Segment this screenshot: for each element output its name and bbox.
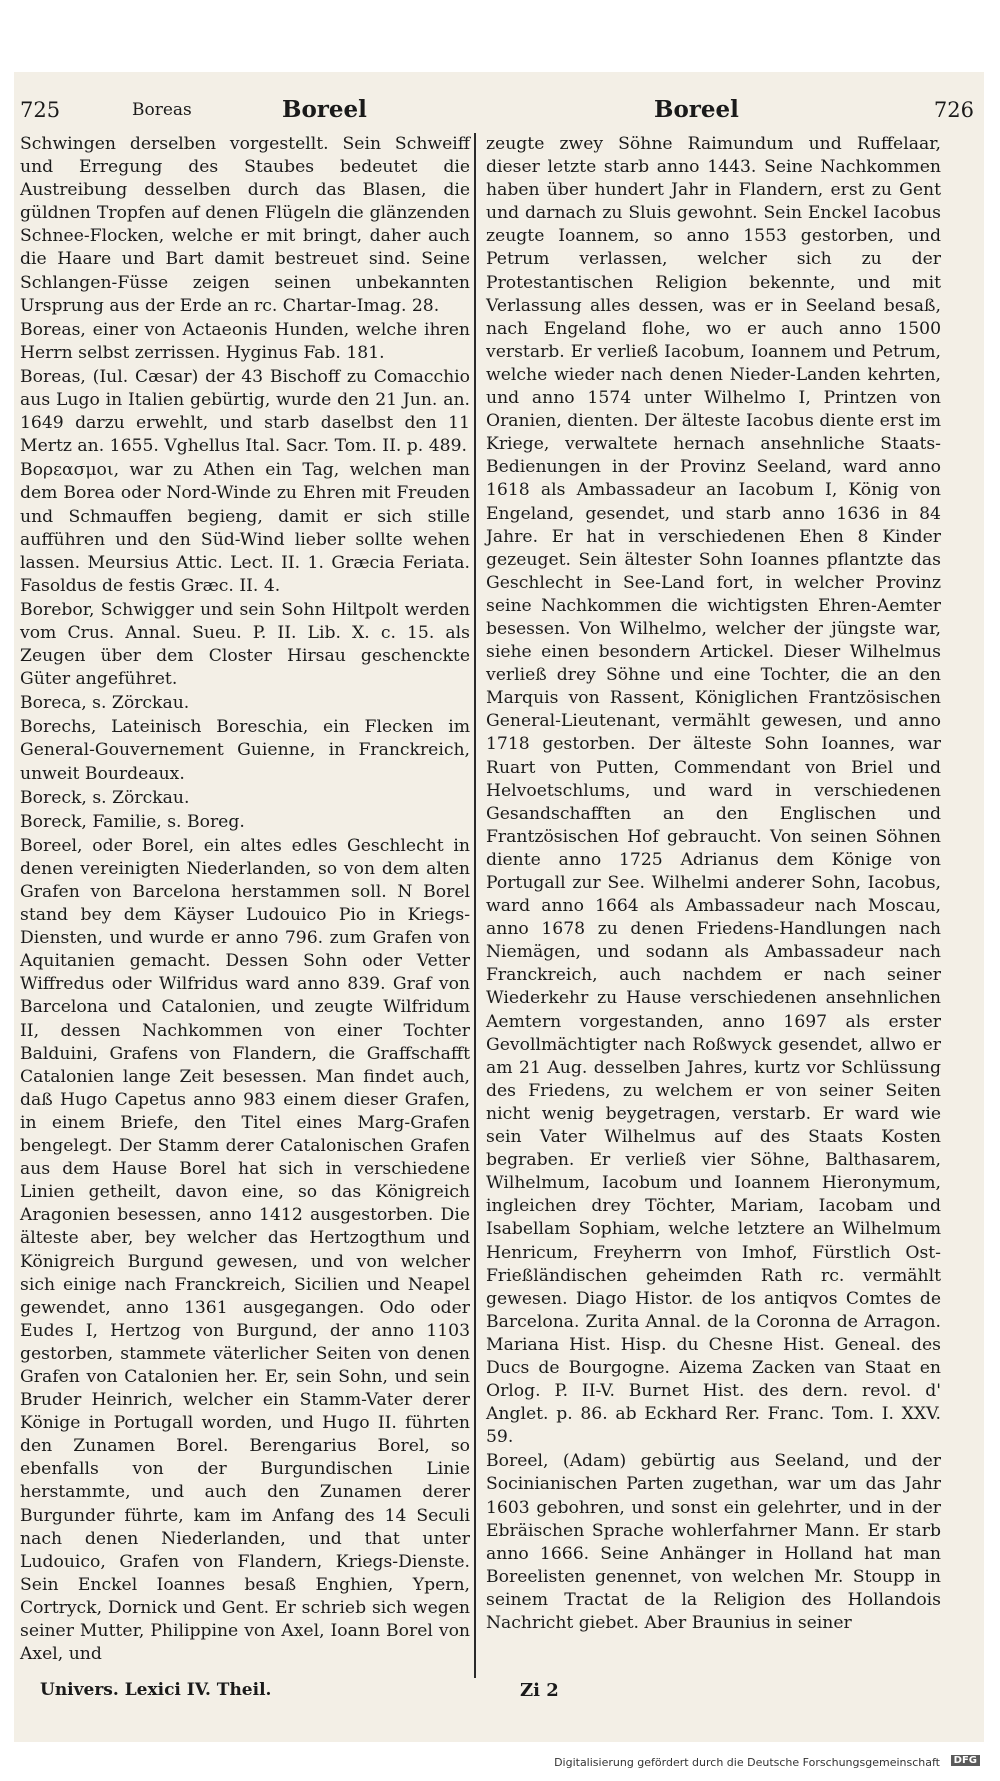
- left-column: [20, 133, 470, 1667]
- left-page-header: [20, 90, 490, 130]
- right-column: [486, 133, 941, 1636]
- right-running-title: Boreel: [654, 96, 739, 123]
- entry-paragraph: Borebor, Schwigger und sein Sohn Hiltpolt werden vom Crus. Annal. Sueu. P. II. Lib. X. c. 15. als Zeugen über dem Closter Hirsau geschenckte Güter angeführet.: [20, 599, 470, 690]
- entry-paragraph: zeugte zwey Söhne Raimundum und Ruffelaar, dieser letzte starb anno 1443. Seine Nachkommen haben über hundert Jahr in Flandern, erst zu Gent und darnach zu Sluis gewohnt. Sein Enckel Iacobus zeugte Ioannem, so anno 1553 gestorben, und Petrum verlassen, welcher sich zu der Protestantischen Religion bekennte, und mit Verlassung alles dessen, was er in Seeland besaß, nach Engeland flohe, wo er auch anno 1500 verstarb. Er verließ Iacobum, Ioannem und Petrum, welche wieder nach denen Nieder-Landen kehrten, und anno 1574 unter Wilhelmo I, Printzen von Oranien, dienten. Der älteste Iacobus diente erst im Kriege, verwaltete hernach ansehnliche Staats-Bedienungen in der Provinz Seeland, ward anno 1618 als Ambassadeur an Iacobum I, König von Engeland, gesendet, und starb anno 1636 in 84 Jahre. Er hat in verschiedenen Ehen 8 Kinder gezeuget. Sein ältester Sohn Ioannes pflantzte das Geschlecht in See-Land fort, in welcher Provinz seine Nachkommen die wichtigsten Ehren-Aemter besessen. Von Wilhelmo, welcher der jüngste war, siehe einen besondern Artickel. Dieser Wilhelmus verließ drey Söhne und eine Tochter, die an den Marquis von Rassent, Königlichen Frantzösischen General-Lieutenant, vermählt gewesen, und anno 1718 gestorben. Der älteste Sohn Ioannes, war Ruart von Putten, Commendant von Briel und Helvoetschlums, und ward in verschiedenen Gesandschafften an den Englischen und Frantzösischen Hof gebraucht. Von seinen Söhnen diente anno 1725 Adrianus dem Könige von Portugall zur See. Wilhelmi anderer Sohn, Iacobus, ward anno 1664 als Ambassadeur nach Moscau, anno 1678 zu denen Friedens-Handlungen nach Niemägen, und sodann als Ambassadeur nach Franckreich, auch nachdem er nach seiner Wiederkehr zu Hause verschiedenen ansehnlichen Aemtern vorgestanden, anno 1697 als erster Gevollmächtigter nach Roßwyck gesendet, allwo er am 21 Aug. desselben Jahres, kurtz vor Schlüssung des Friedens, zu welchem er von seiner Seiten nicht wenig beygetragen, verstarb. Er ward wie sein Vater Wilhelmus auf des Staats Kosten begraben. Er verließ vier Söhne, Balthasarem, Wilhelmum, Iacobum und Ioannem Hieronymum, ingleichen drey Töchter, Mariam, Iacobam und Isabellam Sophiam, welche letztere an Wilhelmum Henricum, Freyherrn von Imhof, Fürstlich Ost-Frießländischen geheimden Rath rc. vermählt gewesen. Diago Histor. de los antiqvos Comtes de Barcelona. Zurita Annal. de la Coronna de Arragon. Mariana Hist. Hisp. du Chesne Hist. Geneal. des Ducs de Bourgogne. Aizema Zacken van Staat en Orlog. P. II-V. Burnet Hist. des dern. revol. d' Anglet. p. 86. ab Eckhard Rer. Franc. Tom. I. XXV. 59.: [486, 134, 941, 1448]
- entry-paragraph: Boreel, (Adam) gebürtig aus Seeland, und der Socinianischen Parten zugethan, war um das Jahr 1603 gebohren, und sonst ein gelehrter, und in der Ebräischen Sprache wohlerfahrner Mann. Er starb anno 1666. Seine Anhänger in Holland hat man Boreelisten genennet, von welchen Mr. Stoupp in seinem Tractat de la Religion des Hollandois Nachricht giebet. Aber Braunius in seiner: [486, 1451, 941, 1633]
- entry-paragraph: Boreas, (Iul. Cæsar) der 43 Bischoff zu Comacchio aus Lugo in Italien gebürtig, wurde den 21 Jun. an. 1649 darzu erwehlt, und starb daselbst den 11 Mertz an. 1655. Vghellus Ital. Sacr. Tom. II. p. 489.: [20, 366, 470, 457]
- column-divider: [474, 133, 476, 1678]
- entry-paragraph: Boreca, s. Zörckau.: [20, 693, 190, 714]
- digitization-note: Digitalisierung gefördert durch die Deutsche Forschungsgemeinschaft: [554, 1756, 940, 1769]
- entry-paragraph: Boreel, oder Borel, ein altes edles Geschlecht in denen vereinigten Niederlanden, so von dem alten Grafen von Barcelona herstammen soll. N Borel stand bey dem Käyser Ludouico Pio in Kriegs-Diensten, und wurde er anno 796. zum Grafen von Aquitanien gemacht. Dessen Sohn oder Vetter Wiffredus oder Wilfridus ward anno 839. Graf von Barcelona und Catalonien, und zeugte Wilfridum II, dessen Nachkommen von einer Tochter Balduini, Grafens von Flandern, die Graffschafft Catalonien lange Zeit besessen. Man findet auch, daß Hugo Capetus anno 983 einem dieser Grafen, in einem Briefe, den Titel eines Marg-Grafen bengelegt. Der Stamm derer Catalonischen Grafen aus dem Hause Borel hat sich in verschiedene Linien getheilt, davon eine, so das Königreich Aragonien besessen, anno 1412 ausgestorben. Die älteste aber, bey welcher das Hertzogthum und Königreich Burgund gewesen, und von welcher sich einige nach Franckreich, Sicilien und Neapel gewendet, anno 1361 ausgegangen. Odo oder Eudes I, Hertzog von Burgund, der anno 1103 gestorben, stammete väterlicher Seiten von denen Grafen von Catalonien her. Er, sein Sohn, und sein Bruder Heinrich, welcher ein Stamm-Vater derer Könige in Portugall worden, und Hugo II. führten den Zunamen Borel. Berengarius Borel, so ebenfalls von der Burgundischen Linie herstammte, und auch den Zunamen derer Burgunder führte, kam im Anfang des 14 Seculi nach denen Niederlanden, und that unter Ludouico, Grafen von Flandern, Kriegs-Dienste. Sein Enckel Ioannes besaß Enghien, Ypern, Cortryck, Dornick und Gent. Er schrieb sich wegen seiner Mutter, Philippine von Axel, Ioann Borel von Axel, und: [20, 835, 470, 1665]
- entry-paragraph: Borechs, Lateinisch Boreschia, ein Flecken im General-Gouvernement Guienne, in Franckreich, unweit Bourdeaux.: [20, 717, 470, 784]
- left-running-title: Boreel: [282, 96, 367, 123]
- left-catchword: Boreas: [132, 100, 192, 120]
- entry-paragraph: Schwingen derselben vorgestellt. Sein Schweiff und Erregung des Staubes bedeutet die Austreibung desselben durch das Blasen, die güldnen Tropfen auf denen Flügeln die glänzenden Schnee-Flocken, welche er mit bringt, daher auch die Haare und Bart damit bestreuet sind. Seine Schlangen-Füsse zeigen seinen unbekannten Ursprung aus der Erde an rc. Chartar-Imag. 28.: [20, 134, 470, 316]
- right-page-header: [484, 90, 974, 130]
- left-page-number: 725: [20, 98, 61, 122]
- volume-signature: Univers. Lexici IV. Theil.: [40, 1680, 272, 1700]
- entry-paragraph: Boreck, s. Zörckau.: [20, 787, 190, 808]
- entry-paragraph: Boreas, einer von Actaeonis Hunden, welche ihren Herrn selbst zerrissen. Hyginus Fab. 181.: [20, 319, 470, 363]
- entry-paragraph: Boreck, Familie, s. Boreg.: [20, 811, 245, 832]
- entry-paragraph: Βορεασμοι, war zu Athen ein Tag, welchen man dem Borea oder Nord-Winde zu Ehren mit Freuden und Schmauffen begieng, damit er sich stille aufführen und den Süd-Wind lieber sollte wehen lassen. Meursius Attic. Lect. II. 1. Græcia Feriata. Fasoldus de festis Græc. II. 4.: [20, 460, 470, 596]
- dfg-logo-icon: DFG: [951, 1755, 980, 1766]
- right-page-number: 726: [933, 98, 974, 122]
- sheet-signature: Zi 2: [520, 1680, 559, 1701]
